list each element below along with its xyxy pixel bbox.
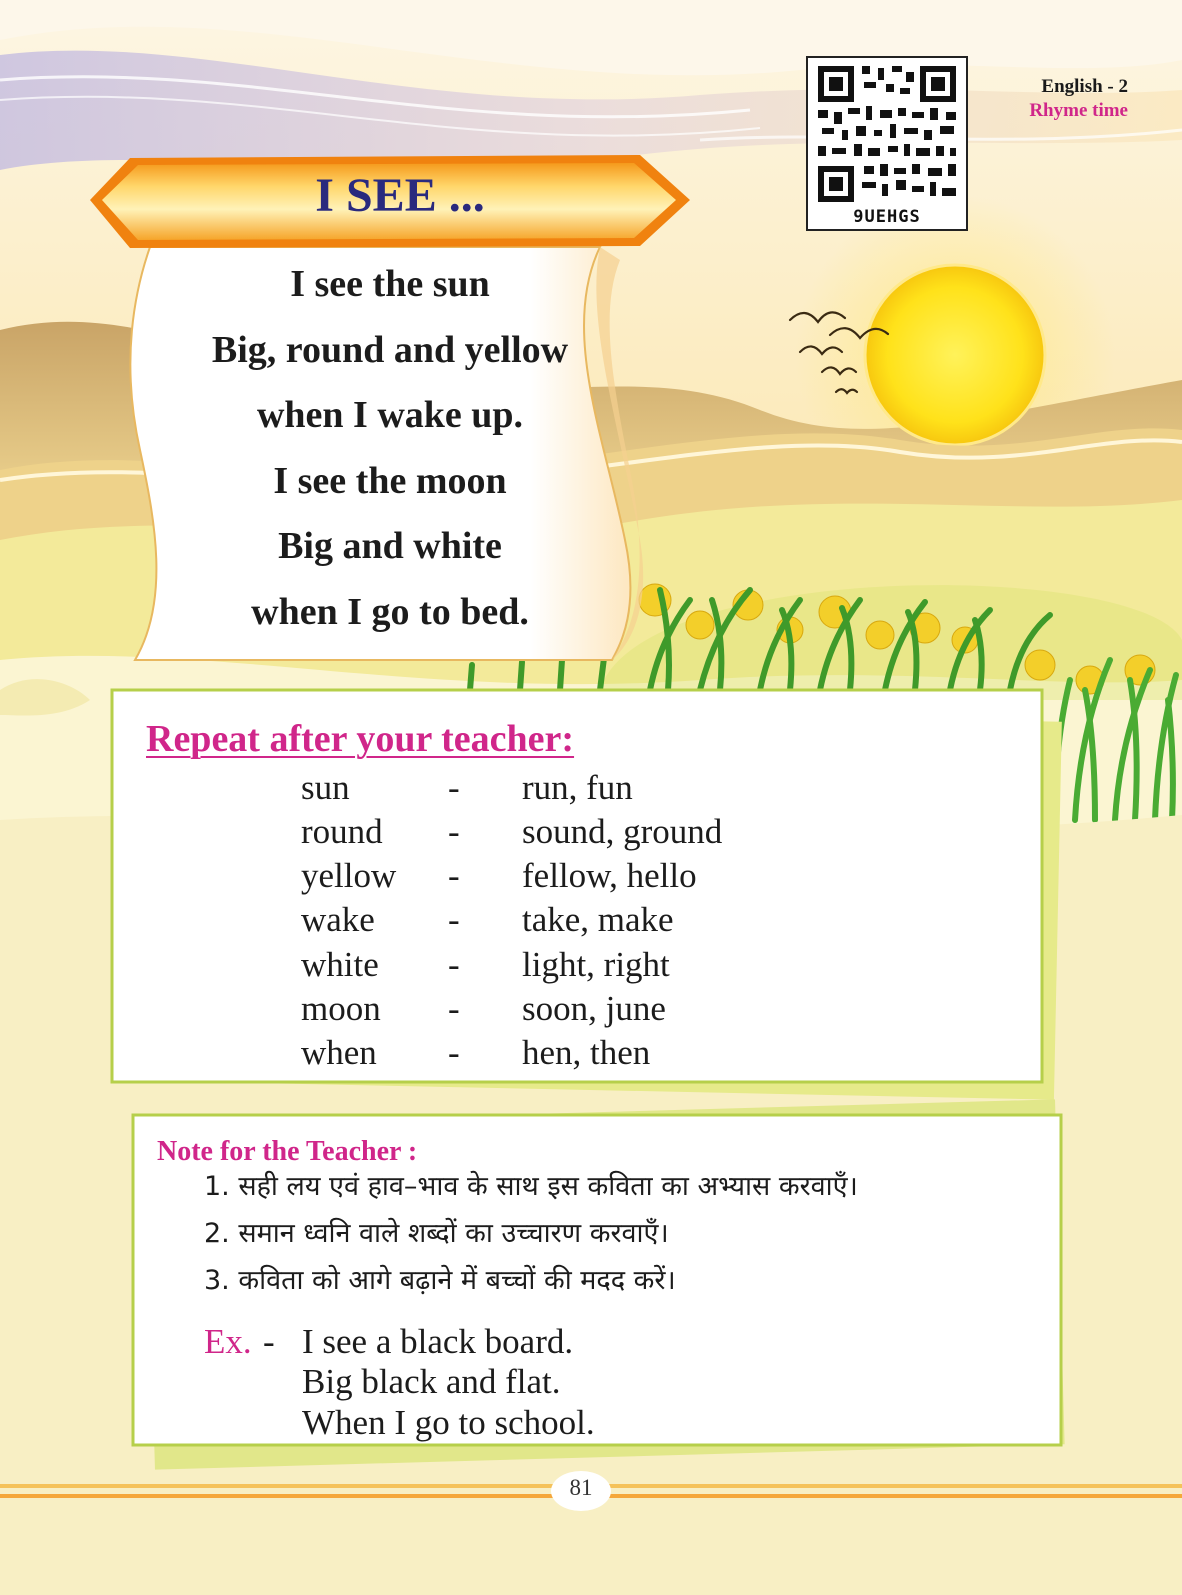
- poem-line: Big, round and yellow: [211, 328, 569, 371]
- example-line: Big black and flat.: [302, 1362, 561, 1401]
- example-line: I see a black board.: [302, 1322, 574, 1361]
- note-item: 2. समान ध्वनि वाले शब्दों का उच्चारण करवाएँ।: [204, 1218, 669, 1249]
- rhyme-words: take, make: [522, 900, 674, 939]
- rhyme-dash: -: [448, 1033, 460, 1072]
- rhyme-dash: -: [448, 812, 460, 851]
- poem-title: I SEE ...: [315, 169, 485, 222]
- poem-line: when I go to bed.: [251, 590, 529, 633]
- rhyme-words: fellow, hello: [522, 856, 697, 895]
- rhyme-word: when: [301, 1033, 377, 1072]
- poem-line: Big and white: [278, 525, 502, 568]
- rhyme-row: [0, 856, 900, 901]
- poem-line: I see the sun: [290, 263, 490, 305]
- rhyme-dash: -: [448, 900, 460, 939]
- section-label: Rhyme time: [1029, 100, 1128, 121]
- rhyme-words: sound, ground: [522, 812, 723, 851]
- rhyme-row: [0, 945, 900, 990]
- note-item: 1. सही लय एवं हाव–भाव के साथ इस कविता का अभ्यास करवाएँ।: [204, 1171, 858, 1202]
- page-number: 81: [569, 1475, 593, 1500]
- poem: [140, 262, 640, 656]
- qr-code: [806, 56, 968, 231]
- qr-code-text: 9UEHGS: [853, 207, 921, 227]
- rhyme-dash: -: [448, 989, 460, 1028]
- rhyme-word: wake: [301, 900, 375, 939]
- rhyme-row: [0, 768, 900, 813]
- rhyme-word: sun: [301, 768, 350, 807]
- rhyme-row: [0, 1033, 900, 1078]
- rhyme-word: white: [301, 945, 379, 984]
- rhyme-words: run, fun: [522, 768, 633, 807]
- example-label: Ex.: [204, 1322, 252, 1361]
- rhyme-words: light, right: [522, 945, 670, 984]
- example-line: When I go to school.: [302, 1403, 595, 1442]
- qr-pattern: [808, 58, 966, 208]
- rhyme-word: moon: [301, 989, 381, 1028]
- rhyme-dash: -: [448, 945, 460, 984]
- rhyme-dash: -: [448, 856, 460, 895]
- poem-line: I see the moon: [273, 459, 507, 502]
- rhyme-word: round: [301, 812, 383, 851]
- poem-line: when I wake up.: [256, 394, 524, 437]
- rhyme-words: soon, june: [522, 989, 666, 1028]
- note-title: Note for the Teacher :: [157, 1136, 418, 1167]
- rhyme-row: [0, 812, 900, 857]
- rhyme-word: yellow: [301, 856, 397, 895]
- book-label: English - 2: [1041, 76, 1128, 97]
- rhyme-row: [0, 989, 900, 1034]
- repeat-heading: Repeat after your teacher:: [146, 718, 575, 760]
- note-item: 3. कविता को आगे बढ़ाने में बच्चों की मदद करें।: [204, 1265, 676, 1296]
- rhyme-row: [0, 900, 900, 945]
- example-dash: -: [263, 1322, 275, 1361]
- rhyme-words: hen, then: [522, 1033, 651, 1072]
- rhyme-dash: -: [448, 768, 460, 807]
